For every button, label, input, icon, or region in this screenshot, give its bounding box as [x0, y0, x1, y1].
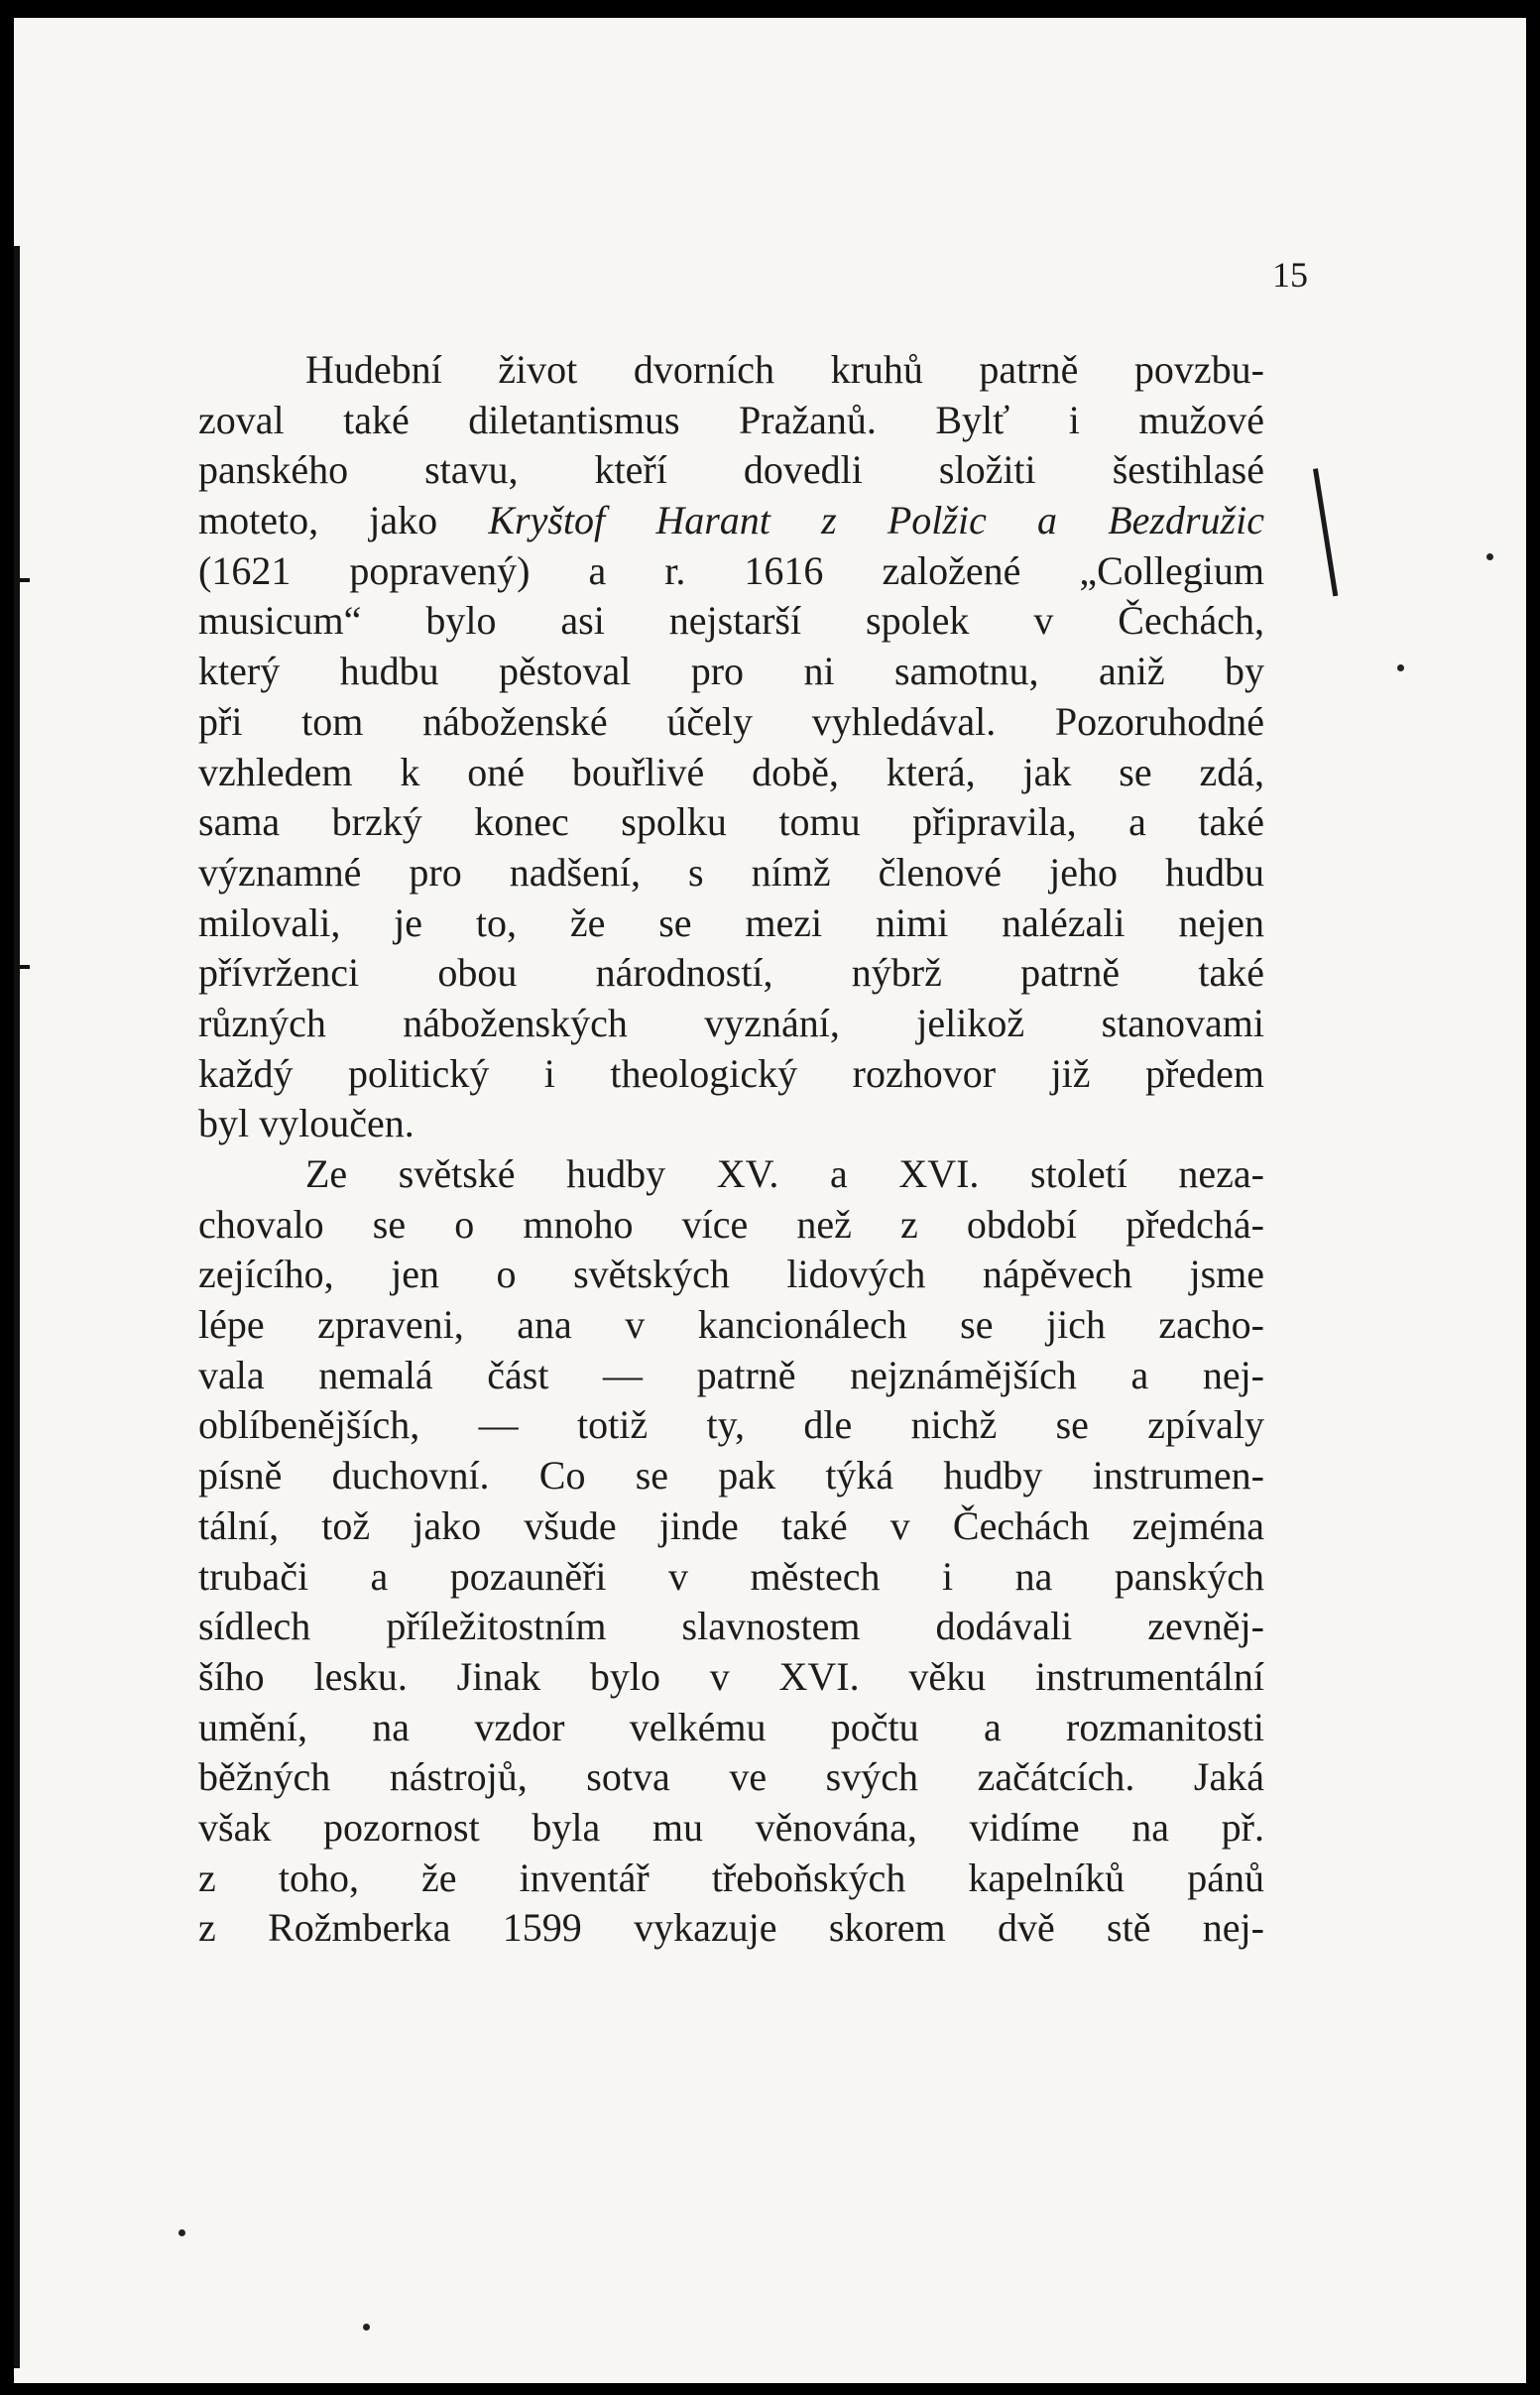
- page-number: 15: [1272, 255, 1308, 295]
- text-line: [198, 999, 1264, 1049]
- text-line: [198, 748, 1264, 798]
- binding-edge: [14, 246, 20, 2368]
- text-line: [198, 797, 1264, 848]
- text-line: [198, 1602, 1264, 1652]
- text-line: [198, 1552, 1264, 1603]
- text-line: [198, 1250, 1264, 1300]
- text-line-content: však pozornost byla mu věnována, vidíme na př.: [198, 1804, 1264, 1850]
- text-line: [198, 1099, 1264, 1149]
- text-line-content: chovalo se o mnoho více než z období předchá-: [198, 1201, 1264, 1247]
- book-page: [14, 18, 1526, 2383]
- speck: [178, 2229, 185, 2236]
- text-line-content: milovali, je to, že se mezi nimi nalézali nejen: [198, 899, 1264, 945]
- text-line: [198, 596, 1264, 647]
- text-line: [198, 1652, 1264, 1703]
- text-line: [198, 697, 1264, 748]
- text-line-content: běžných nástrojů, sotva ve svých začátcích. Jaká: [198, 1754, 1264, 1800]
- text-line-content: moteto, jako: [198, 498, 489, 543]
- text-line: [198, 496, 1264, 546]
- text-line-content: Ze světské hudby XV. a XVI. století neza-: [305, 1151, 1264, 1196]
- text-line-content: musicum“ bylo asi nejstarší spolek v Čechách,: [198, 598, 1264, 644]
- text-line-content: lépe zpraveni, ana v kancionálech se jich zacho-: [198, 1302, 1264, 1348]
- speck: [363, 2324, 370, 2331]
- speck: [1486, 553, 1493, 560]
- text-line-content: panského stavu, kteří dovedli složiti šestihlasé: [198, 447, 1264, 493]
- text-line: [198, 1149, 1264, 1200]
- text-line-content: zejícího, jen o světských lidových nápěvech jsme: [198, 1252, 1264, 1297]
- binding-tick: [14, 578, 30, 582]
- body-text: [198, 345, 1264, 1954]
- text-line: [198, 1200, 1264, 1251]
- text-line-content: vala nemalá část — patrně nejznámějších a nej-: [198, 1352, 1264, 1397]
- text-line-content: zoval také diletantismus Pražanů. Bylť i mužové: [198, 397, 1264, 442]
- text-line: [198, 546, 1264, 597]
- text-line-content: písně duchovní. Co se pak týká hudby instrumen-: [198, 1453, 1264, 1498]
- italic-name: Kryštof Harant z Polžic a Bezdružic: [488, 498, 1264, 543]
- text-line-content: šího lesku. Jinak bylo v XVI. věku instrumentální: [198, 1653, 1264, 1699]
- text-line: [198, 898, 1264, 949]
- text-line-content: trubači a pozauněři v městech i na panských: [198, 1553, 1264, 1599]
- text-line-content: umění, na vzdor velkému počtu a rozmanitosti: [198, 1704, 1264, 1749]
- speck: [1397, 664, 1404, 671]
- text-line-content: významné pro nadšení, s nímž členové jeho hudbu: [198, 849, 1264, 895]
- text-line: [198, 1903, 1264, 1954]
- text-line-content: sama brzký konec spolku tomu připravila, a také: [198, 799, 1264, 845]
- text-line-content: přívrženci obou národností, nýbrž patrně také: [198, 950, 1264, 996]
- text-line-content: sídlech příležitostním slavnostem dodávali zevněj-: [198, 1604, 1264, 1649]
- text-line: [198, 1400, 1264, 1451]
- text-line-content: Hudební život dvorních kruhů patrně povzbu-: [305, 347, 1264, 392]
- margin-pencil-mark: [1313, 468, 1338, 596]
- text-line: [198, 1351, 1264, 1401]
- text-line: [198, 396, 1264, 446]
- text-line: [198, 1451, 1264, 1501]
- text-line: [198, 345, 1264, 396]
- text-line-content: různých náboženských vyznání, jelikož stanovami: [198, 1000, 1264, 1045]
- text-line-content: (1621 popravený) a r. 1616 založené „Collegium: [198, 547, 1264, 593]
- text-line: [198, 1501, 1264, 1552]
- text-line: [198, 1803, 1264, 1854]
- text-line-content: z Rožmberka 1599 vykazuje skorem dvě stě nej-: [198, 1905, 1264, 1951]
- text-line: [198, 848, 1264, 898]
- text-line-content: při tom náboženské účely vyhledával. Pozoruhodné: [198, 698, 1264, 744]
- text-line: [198, 1752, 1264, 1803]
- binding-tick: [14, 965, 30, 969]
- text-line-content: oblíbenějších, — totiž ty, dle nichž se zpívaly: [198, 1402, 1264, 1448]
- text-line-content: tální, tož jako všude jinde také v Čechách zejména: [198, 1502, 1264, 1548]
- text-line-content: každý politický i theologický rozhovor již předem: [198, 1050, 1264, 1096]
- text-line: [198, 948, 1264, 999]
- text-line: [198, 445, 1264, 496]
- text-line: [198, 1049, 1264, 1100]
- text-line: [198, 1703, 1264, 1753]
- text-line: [198, 1854, 1264, 1904]
- text-line: [198, 647, 1264, 697]
- text-line-content: byl vyloučen.: [198, 1101, 415, 1146]
- text-line-content: z toho, že inventář třeboňských kapelníků pánů: [198, 1855, 1264, 1900]
- text-line: [198, 1300, 1264, 1351]
- text-line-content: vzhledem k oné bouřlivé době, která, jak se zdá,: [198, 749, 1264, 794]
- text-line-content: který hudbu pěstoval pro ni samotnu, aniž by: [198, 649, 1264, 694]
